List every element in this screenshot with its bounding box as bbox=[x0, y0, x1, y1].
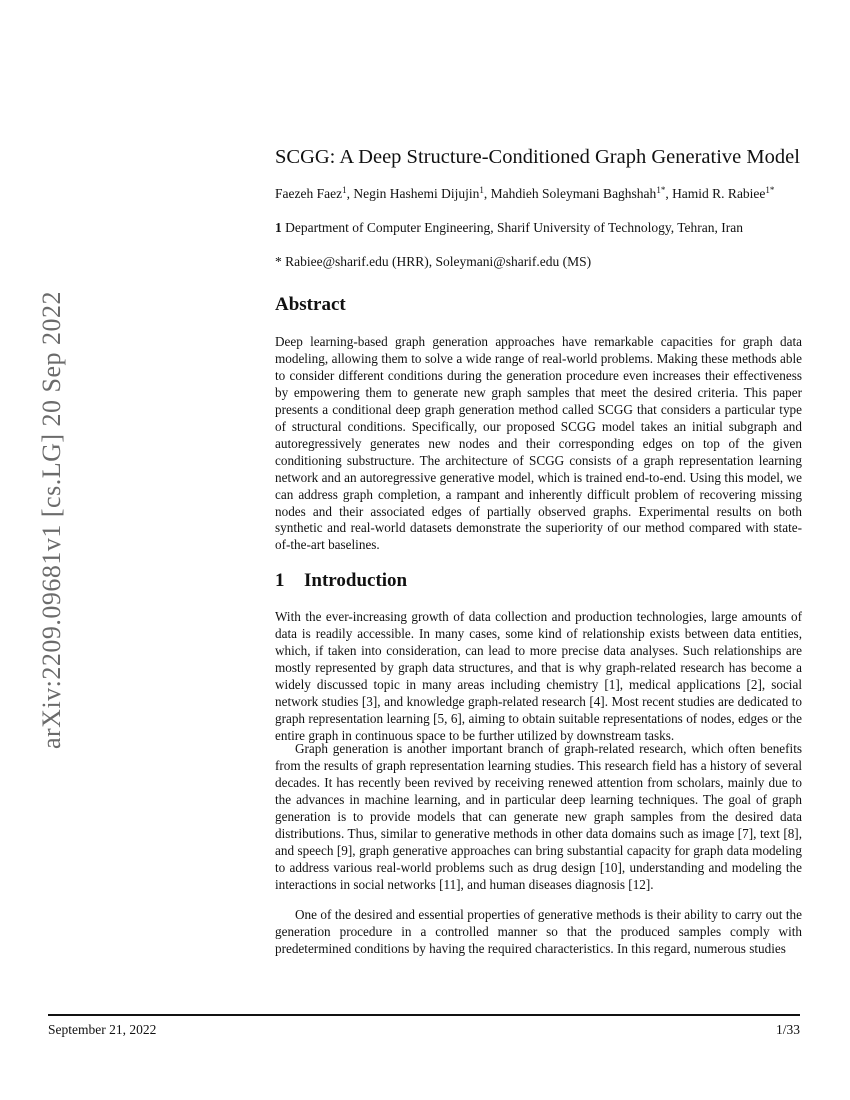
intro-paragraph-3: One of the desired and essential properties of generative methods is their ability to carry out the generation procedure in a controlled manner so that the produced samples comply with predetermined conditions by having the required characteristics. In this regard, numerous studies bbox=[275, 907, 802, 956]
author-affiliation-mark: 1* bbox=[765, 185, 775, 195]
abstract-text: Deep learning-based graph generation approaches have remarkable capacities for graph data modeling, allowing them to solve a wide range of real-world problems. Making these methods able to consider different conditions during the generation procedure even increases their effectiveness by empowering them to generate new graph samples that meet the desired criteria. This paper presents a conditional deep graph generation method called SCGG that considers a particular type of structural conditions. Specifically, our proposed SCGG model takes an initial subgraph and autoregressively generates new nodes and their corresponding edges on top of the given conditioning substructure. The architecture of SCGG consists of a graph representation learning network and an autoregressive generative model, which is trained end-to-end. Using this model, we can address graph completion, a rampant and inherently difficult problem of recovering missing nodes and their associated edges of partially observed graphs. Experimental results on both synthetic and real-world datasets demonstrate the superiority of our method compared with state-of-the-art baselines. bbox=[275, 334, 802, 553]
page-number: 1/33 bbox=[775, 1022, 800, 1037]
author-list: Faezeh Faez$^1$, Negin Hashemi Dijujin$^1$, Mahdieh Soleymani Baghshah$^{1*}$, Hamid R. Rabiee$^{1*}$ bbox=[275, 185, 775, 201]
intro-paragraph-2: Graph generation is another important branch of graph-related research, which often benefits from the results of graph representation learning studies. This research field has a history of several decades. It has recently been revived by receiving renewed attention from scholars, mainly due to the advances in machine learning, and in particular deep learning techniques. The goal of graph generation is to provide models that can generate new graph samples from the desired data distributions. Thus, similar to generative methods in other data domains such as image [7], text [8], and speech [9], graph generative approaches can bring substantial capacity for graph data modeling to address various real-world problems such as drug design [10], understanding and modeling the interactions in social networks [11], and human diseases diagnosis [12]. bbox=[275, 741, 802, 892]
affiliation-text: Department of Computer Engineering, Sharif University of Technology, Tehran, Iran bbox=[285, 220, 743, 235]
affiliation-number: 1 bbox=[275, 220, 282, 235]
section-title: Introduction bbox=[304, 570, 408, 591]
author-affiliation-mark: 1* bbox=[656, 185, 666, 195]
arxiv-identifier-stamp: arXiv:2209.09681v1 [cs.LG] 20 Sep 2022 bbox=[37, 290, 66, 750]
author-affiliation-mark: 1 bbox=[479, 185, 484, 195]
author-affiliation-mark: 1 bbox=[342, 185, 347, 195]
author-name: Faezeh Faez bbox=[275, 186, 343, 201]
author-name: Hamid R. Rabiee bbox=[672, 186, 766, 201]
abstract-heading: Abstract bbox=[275, 294, 346, 315]
contact-emails: * Rabiee@sharif.edu (HRR), Soleymani@sharif.edu (MS) bbox=[275, 254, 592, 269]
introduction-heading bbox=[275, 570, 407, 592]
footer-date: September 21, 2022 bbox=[48, 1022, 157, 1037]
affiliation bbox=[275, 220, 743, 236]
section-number: 1 bbox=[275, 570, 285, 591]
author-name: Negin Hashemi Dijujin bbox=[353, 186, 480, 201]
intro-paragraph-1: With the ever-increasing growth of data collection and production technologies, large amounts of data is readily accessible. In many cases, some kind of relationship exists between data entities, which, if taken into consideration, can lead to more precise data analyses. Such relationships are mostly represented by graph data structures, and that is why graph-related research has become a widely discussed topic in many areas including chemistry [1], medical applications [2], social network studies [3], and knowledge graph-related research [4]. Most recent studies are dedicated to graph representation learning [5, 6], aiming to obtain suitable representations of nodes, edges or the entire graph in continuous space to be further utilized by downstream tasks. bbox=[275, 609, 802, 743]
paper-title: SCGG: A Deep Structure-Conditioned Graph Generative Model bbox=[275, 146, 800, 168]
footer-divider bbox=[48, 1014, 800, 1016]
author-name: Mahdieh Soleymani Baghshah bbox=[490, 186, 657, 201]
